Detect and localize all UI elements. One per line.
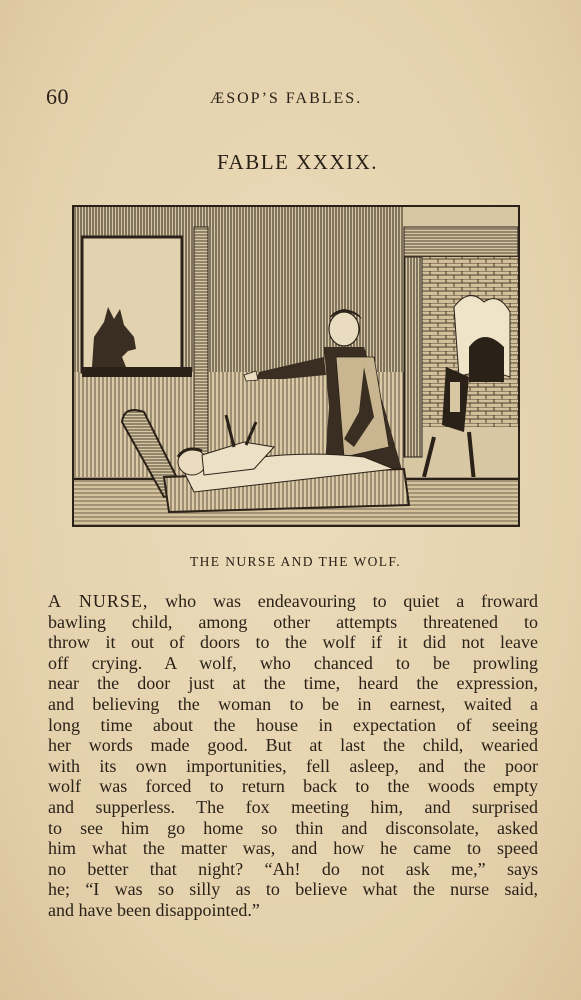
text-line: and believing the woman to be in earnest, waited a [48,693,538,714]
text-line: near the door just at the time, heard the expression, [48,673,538,694]
text-line: no better that night? “Ah! do not ask me,” says [48,858,538,879]
text-line: her words made good. But at last the child, wearied [48,735,538,756]
text-line: and have been disappointed.” [48,899,260,920]
text-line: off crying. A wolf, who chanced to be prowling [48,652,538,673]
text-line: he; “I was so silly as to believe what the nurse said, [48,879,538,900]
fable-heading: FABLE XXXIX. [216,150,379,174]
text-line: him what the matter was, and how he came to speed [48,838,538,859]
text-line: wolf was forced to return back to the woods empty [48,776,538,797]
fable-body-text [48,591,538,921]
text-line: with its own importunities, fell asleep, and the poor [48,755,538,776]
illustration-caption: THE NURSE AND THE WOLF. [190,554,401,569]
text-line: throw it out of doors to the wolf if it did not leave [48,632,538,653]
text-line: to see him go home so thin and disconsolate, asked [48,817,538,838]
text-line: A NURSE, who was endeavouring to quiet a froward [48,591,538,611]
text-line: and supperless. The fox meeting him, and surprised [48,796,538,817]
text-line: long time about the house in expectation of seeing [48,714,538,735]
nurse-and-wolf-engraving [74,207,518,525]
text-line: bawling child, among other attempts threatened to [48,611,538,632]
lead-word: A NURSE, [48,591,149,611]
running-head: ÆSOP’S FABLES. [210,90,363,107]
engraving-illustration [72,205,520,527]
page-number: 60 [46,84,69,109]
